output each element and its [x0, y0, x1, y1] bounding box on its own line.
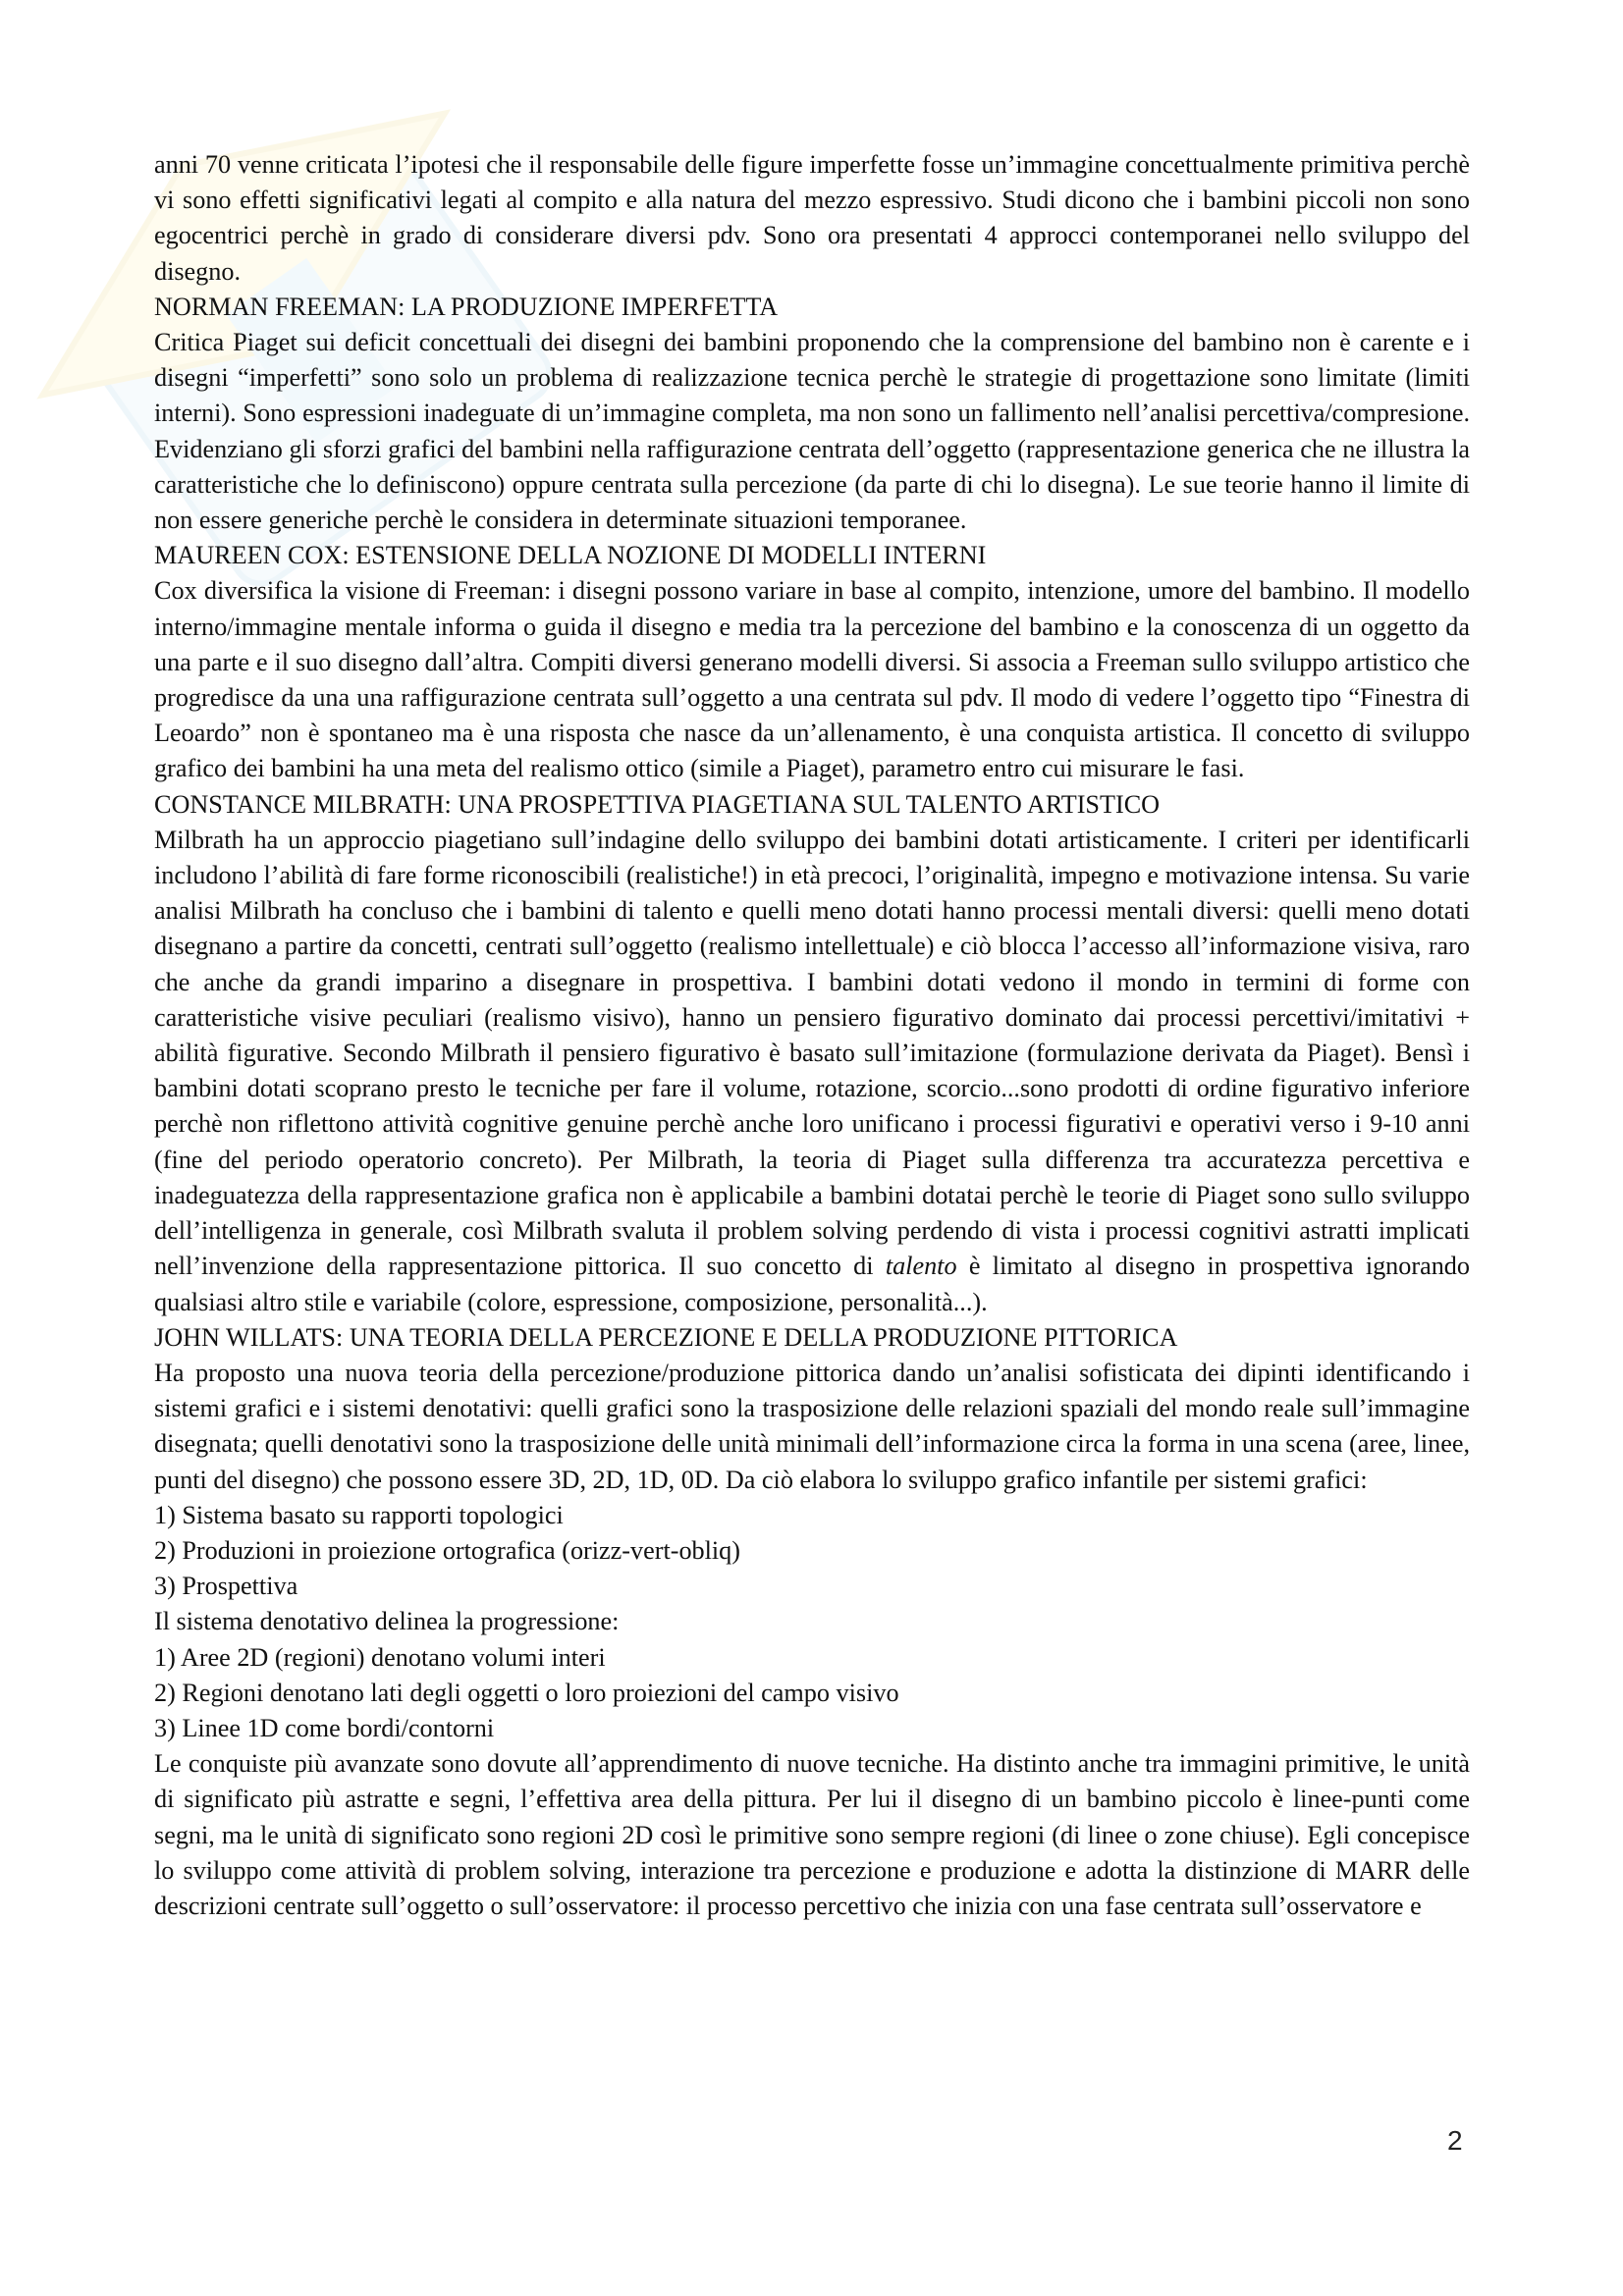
document-page: [154, 147, 1470, 1924]
list-item: 1) Aree 2D (regioni) denotano volumi interi: [154, 1642, 606, 1672]
body-paragraph: Cox diversifica la visione di Freeman: i disegni possono variare in base al compito, intenzione, umore del bambino. Il modello interno/immagine mentale informa o guida il disegno e media tra la percezione del bambino e la conoscenza di un oggetto da una parte e il suo disegno dall’altra. Compiti diversi generano modelli diversi. Si associa a Freeman sullo sviluppo artistico che progredisce da una una raffigurazione centrata sull’oggetto a una centrata sul pdv. Il modo di vedere l’oggetto tipo “Finestra di Leoardo” non è spontaneo ma è una risposta che nasce da un’allenamento, è una conquista artistica. Il concetto di sviluppo grafico dei bambini ha una meta del realismo ottico (simile a Piaget), parametro entro cui misurare le fasi.: [154, 576, 1470, 783]
paragraph-text: Milbrath ha un approccio piagetiano sull’indagine dello sviluppo dei bambini dotati artisticamente. I criteri per identificarli includono l’abilità di fare forme riconoscibili (realistiche!) in età precoci, l’originalità, impegno e motivazione intensa. Su varie analisi Milbrath ha concluso che i bambini di talento e quelli meno dotati hanno processi mentali diversi: quelli meno dotati disegnano a partire da concetti, centrati sull’oggetto (realismo intellettuale) e ciò blocca l’accesso all’informazione visiva, raro che anche da grandi imparino a disegnare in prospettiva. I bambini dotati vedono il mondo in termini di forme con caratteristiche visive peculiari (realismo visivo), hanno un pensiero figurativo dominato dai processi percettivi/imitativi + abilità figurative. Secondo Milbrath il pensiero figurativo è basato sull’imitazione (formulazione derivata da Piaget). Bensì i bambini dotati scoprano presto le tecniche per fare il volume, rotazione, scorcio...sono prodotti di ordine figurativo inferiore perchè non riflettono attività cognitive genuine perchè anche loro unificano i processi figurativi e operativi verso i 9-10 anni (fine del periodo operatorio concreto). Per Milbrath, la teoria di Piaget sulla differenza tra accuratezza percettiva e inadeguatezza della rappresentazione grafica non è applicabile a bambini dotatai perchè le teorie di Piaget sono sullo sviluppo dell’intelligenza in generale, così Milbrath svaluta il problem solving perdendo di vista i processi cognitivi astratti implicati nell’invenzione della rappresentazione pittorica. Il suo concetto di: [154, 825, 1470, 1281]
body-paragraph: Le conquiste più avanzate sono dovute all’apprendimento di nuove tecniche. Ha distinto anche tra immagini primitive, le unità di significato più astratte e segni, l’effettiva area della pittura. Per lui il disegno di un bambino piccolo è linee-punti come segni, ma le unità di significato sono regioni 2D così le primitive sono sempre regioni (di linee o zone chiuse). Egli concepisce lo sviluppo come attività di problem solving, interazione tra percezione e produzione e adotta la distinzione di MARR delle descrizioni centrate sull’oggetto o sull’osservatore: il processo percettivo che inizia con una fase centrata sull’osservatore e: [154, 1749, 1470, 1920]
section-heading: MAUREEN COX: ESTENSIONE DELLA NOZIONE DI MODELLI INTERNI: [154, 541, 987, 570]
section-heading: NORMAN FREEMAN: LA PRODUZIONE IMPERFETTA: [154, 292, 779, 321]
page-number: 2: [1447, 2125, 1463, 2156]
list-item: 3) Linee 1D come bordi/contorni: [154, 1713, 495, 1742]
section-heading: CONSTANCE MILBRATH: UNA PROSPETTIVA PIAGETIANA SUL TALENTO ARTISTICO: [154, 789, 1161, 819]
body-paragraph: anni 70 venne criticata l’ipotesi che il responsabile delle figure imperfette fosse un’immagine concettualmente primitiva perchè vi sono effetti significativi legati al compito e alla natura del mezzo espressivo. Studi dicono che i bambini piccoli non sono egocentrici perchè in grado di considerare diversi pdv. Sono ora presentati 4 approcci contemporanei nello sviluppo del disegno.: [154, 150, 1470, 286]
list-item: 3) Prospettiva: [154, 1572, 298, 1601]
body-paragraph: [154, 823, 1470, 1320]
list-item: 1) Sistema basato su rapporti topologici: [154, 1500, 564, 1529]
italic-term: talento: [885, 1252, 957, 1281]
section-heading: JOHN WILLATS: UNA TEORIA DELLA PERCEZIONE E DELLA PRODUZIONE PITTORICA: [154, 1322, 1178, 1352]
paragraph-text: è limitato al disegno in prospettiva ignorando qualsiasi altro stile e variabile (colore, espressione, composizione, personalità...).: [154, 1252, 1470, 1316]
list-item: 2) Regioni denotano lati degli oggetti o loro proiezioni del campo visivo: [154, 1678, 899, 1707]
list-item: 2) Produzioni in proiezione ortografica (orizz-vert-obliq): [154, 1535, 740, 1565]
list-item: Il sistema denotativo delinea la progressione:: [154, 1607, 620, 1636]
body-paragraph: Ha proposto una nuova teoria della percezione/produzione pittorica dando un’analisi sofisticata dei dipinti identificando i sistemi grafici e i sistemi denotativi: quelli grafici sono la trasposizione delle relazioni spaziali del mondo reale sull’immagine disegnata; quelli denotativi sono la trasposizione delle unità minimali dell’informazione circa la forma in una scena (aree, linee, punti del disegno) che possono essere 3D, 2D, 1D, 0D. Da ciò elabora lo sviluppo grafico infantile per sistemi grafici:: [154, 1358, 1470, 1494]
body-paragraph: Critica Piaget sui deficit concettuali dei disegni dei bambini proponendo che la comprensione del bambino non è carente e i disegni “imperfetti” sono solo un problema di realizzazione tecnica perchè le strategie di progettazione sono limitate (limiti interni). Sono espressioni inadeguate di un’immagine completa, ma non sono un fallimento nell’analisi percettiva/compresione. Evidenziano gli sforzi grafici del bambini nella raffigurazione centrata dell’oggetto (rappresentazione generica che ne illustra la caratteristiche che lo definiscono) oppure centrata sulla percezione (da parte di chi lo disegna). Le sue teorie hanno il limite di non essere generiche perchè le considera in determinate situazioni temporanee.: [154, 328, 1470, 535]
